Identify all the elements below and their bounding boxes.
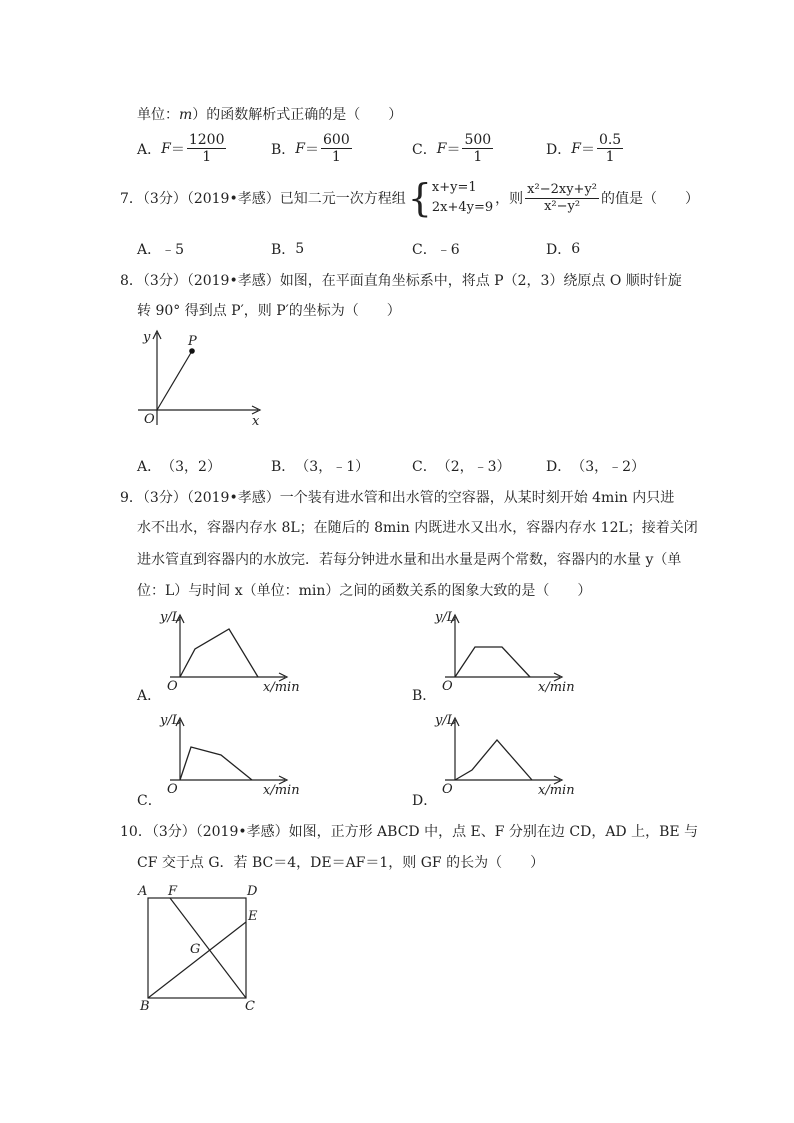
vertex-b-label: B (140, 999, 150, 1014)
segment-cf (170, 898, 246, 998)
y-axis-label: y (143, 330, 151, 345)
point-g-label: G (190, 942, 201, 957)
y-axis-label: y/L (160, 713, 181, 728)
q8-option-d[interactable]: D． （3，﹣2） (546, 459, 646, 475)
q6-option-a[interactable]: A． F ＝ $\frac{1200}{1}$ (137, 132, 225, 165)
q9-graph-d[interactable] (430, 710, 580, 800)
origin-label: O (144, 412, 155, 427)
q9-graph-a[interactable] (155, 607, 305, 697)
x-axis-label: x/min (538, 680, 575, 695)
q7-option-d[interactable]: D． 6 (546, 241, 581, 258)
q7-option-b[interactable]: B． 5 (271, 241, 305, 258)
point-e-label: E (248, 909, 258, 924)
q8-coordinate-figure (130, 325, 270, 435)
q7-option-a[interactable]: A． ﹣5 (137, 242, 185, 258)
q10-stem-line1: 10．（3分）（2019•孝感）如图，正方形 ABCD 中，点 E、F 分别在边 CD，AD 上，BE 与 (120, 824, 699, 840)
y-axis-label: y/L (160, 610, 181, 625)
q9-option-b-letter[interactable]: B． (412, 688, 437, 704)
q9-stem-line4: 位：L）与时间 x（单位：min）之间的函数关系的图象大致的是（ ） (137, 583, 592, 599)
q6-option-b[interactable]: B． F ＝ $\frac{600}{1}$ (271, 132, 350, 165)
q6-stem: 单位：m）的函数解析式正确的是（ ） (137, 107, 403, 123)
q9-graph-b[interactable] (430, 607, 580, 697)
q10-square-figure (130, 878, 270, 1018)
q9-option-d-letter[interactable]: D． (412, 793, 438, 809)
x-axis-label: x/min (263, 680, 300, 695)
segment-op (157, 351, 192, 410)
vertex-d-label: D (247, 884, 258, 899)
q7-stem: 7．（3分）（2019•孝感）已知二元一次方程组 { x+y=1 2x+4y=9 ，则 $\frac{\text{x²−2xy+y²}}{\text{x²−y²}}$ 的值是（ ） (120, 176, 700, 220)
q8-stem-line1: 8．（3分）（2019•孝感）如图，在平面直角坐标系中，将点 P（2，3）绕原点 O 顺时针旋 (120, 273, 682, 289)
point-f-label: F (168, 884, 178, 899)
graph-line (455, 647, 530, 677)
q9-stem-line1: 9．（3分）（2019•孝感）一个装有进水管和出水管的空容器，从某时刻开始 4min 内只进 (120, 490, 675, 506)
q9-option-c-letter[interactable]: C． (137, 793, 162, 809)
origin-label: O (442, 679, 453, 694)
expression-fraction: $\frac{\text{x²−2xy+y²}}{\text{x²−y²}}$ (527, 181, 598, 214)
origin-label: O (442, 782, 453, 797)
y-axis-label: y/L (435, 713, 456, 728)
q9-stem-line2: 水不出水，容器内存水 8L；在随后的 8min 内既进水又出水，容器内存水 12L；接着关闭 (137, 520, 698, 536)
q8-stem-line2: 转 90° 得到点 P′，则 P′的坐标为（ ） (137, 303, 401, 319)
q8-option-a[interactable]: A． （3，2） (137, 459, 221, 475)
graph-line (180, 629, 258, 677)
origin-label: O (167, 679, 178, 694)
fraction: $\frac{500}{1}$ (464, 132, 492, 165)
q9-stem-line3: 进水管直到容器内的水放完．若每分钟进水量和出水量是两个常数，容器内的水量 y（单 (137, 552, 682, 568)
point-p (189, 348, 195, 354)
q10-stem-line2: CF 交于点 G．若 BC＝4，DE＝AF＝1，则 GF 的长为（ ） (137, 855, 545, 871)
y-axis-label: y/L (435, 610, 456, 625)
brace-icon: { (407, 176, 432, 220)
origin-label: O (167, 782, 178, 797)
x-axis-label: x (252, 414, 260, 429)
q9-option-a-letter[interactable]: A． (137, 688, 162, 704)
x-axis-label: x/min (263, 783, 300, 798)
x-axis-label: x/min (538, 783, 575, 798)
fraction: $\frac{600}{1}$ (323, 132, 350, 165)
q9-graph-c[interactable] (155, 710, 305, 800)
equation-system: { x+y=1 2x+4y=9 (407, 176, 494, 220)
q6-option-d[interactable]: D． F ＝ $\frac{0.5}{1}$ (546, 132, 622, 165)
q8-option-b[interactable]: B． （3，﹣1） (271, 459, 370, 475)
graph-line (455, 740, 532, 780)
graph-line (180, 747, 252, 780)
q6-option-c[interactable]: C． F ＝ $\frac{500}{1}$ (412, 132, 492, 165)
fraction: $\frac{0.5}{1}$ (598, 132, 622, 165)
vertex-a-label: A (138, 884, 148, 899)
point-p-label: P (188, 334, 197, 349)
q8-option-c[interactable]: C． （2，﹣3） (412, 459, 511, 475)
vertex-c-label: C (245, 999, 255, 1014)
q7-option-c[interactable]: C． ﹣6 (412, 242, 460, 258)
fraction: $\frac{1200}{1}$ (188, 132, 225, 165)
